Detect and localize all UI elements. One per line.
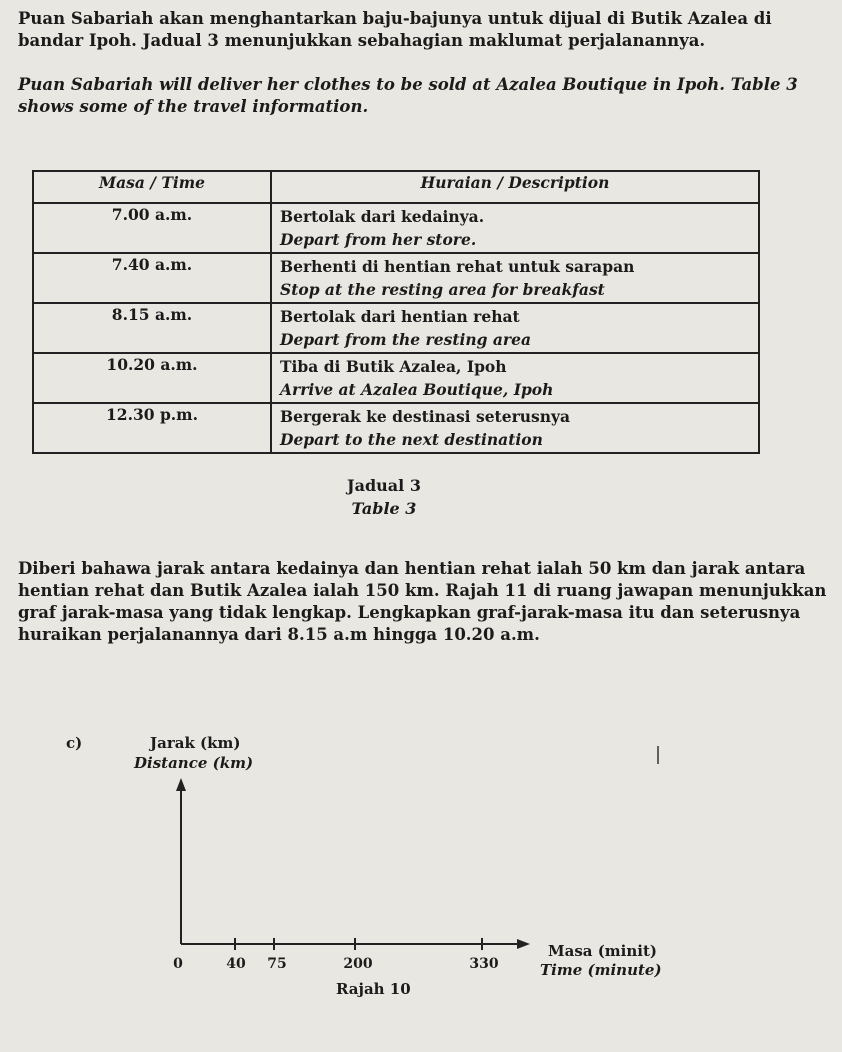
description-malay: Berhenti di hentian rehat untuk sarapan [280,257,635,276]
table-caption-malay: Jadual 3 [347,476,421,495]
x-axis-label-malay: Masa (minit) [548,942,658,960]
x-axis-label-english: Time (minute) [540,961,662,979]
y-axis-label-malay: Jarak (km) [150,734,241,752]
x-tick-label: 0 [173,956,183,972]
table-caption-english: Table 3 [351,499,417,518]
description-english: Depart to the next destination [280,430,543,449]
row-time: 10.20 a.m. [33,353,271,403]
description-english: Stop at the resting area for breakfast [280,280,605,299]
row-time: 7.40 a.m. [33,253,271,303]
x-tick-label: 330 [469,956,499,972]
description-malay: Bertolak dari kedainya. [280,207,485,226]
question-text: Diberi bahawa jarak antara kedainya dan hentian rehat ialah 50 km dan jarak antara hentian rehat dan Butik Azalea ialah 150 km. Rajah 11 di ruang jawapan menunjukkan graf jarak-masa yang tidak lengkap. Lengkapkan graf-jarak-masa itu dan seterusnya huraikan perjalanannya dari 8.15 a.m hingga 10.20 a.m. [18,559,827,644]
x-axis-arrow [517,939,530,949]
row-time: 7.00 a.m. [33,203,271,253]
figure-caption: Rajah 10 [336,980,411,998]
y-axis-label-english: Distance (km) [134,754,254,772]
part-label: c) [66,734,83,752]
description-malay: Bergerak ke destinasi seterusnya [280,407,571,426]
row-time: 8.15 a.m. [33,303,271,353]
description-malay: Tiba di Butik Azalea, Ipoh [280,357,507,376]
y-axis-arrow [176,778,186,791]
description-english: Depart from the resting area [280,330,531,349]
intro-malay: Puan Sabariah akan menghantarkan baju-bajunya untuk dijual di Butik Azalea di bandar Ipoh. Jadual 3 menunjukkan sebahagian maklumat perjalanannya. [18,9,772,50]
intro-english: Puan Sabariah will deliver her clothes to be sold at Azalea Boutique in Ipoh. Table 3 shows some of the travel information. [18,75,798,116]
header-time: Masa / Time [33,171,271,203]
description-english: Depart from her store. [280,230,477,249]
header-description: Huraian / Description [271,171,759,203]
row-time: 12.30 p.m. [33,403,271,453]
description-english: Arrive at Azalea Boutique, Ipoh [280,380,554,399]
x-tick-label: 200 [343,956,373,972]
x-tick-label: 75 [267,956,287,972]
x-tick-label: 40 [226,956,246,972]
description-malay: Bertolak dari hentian rehat [280,307,520,326]
